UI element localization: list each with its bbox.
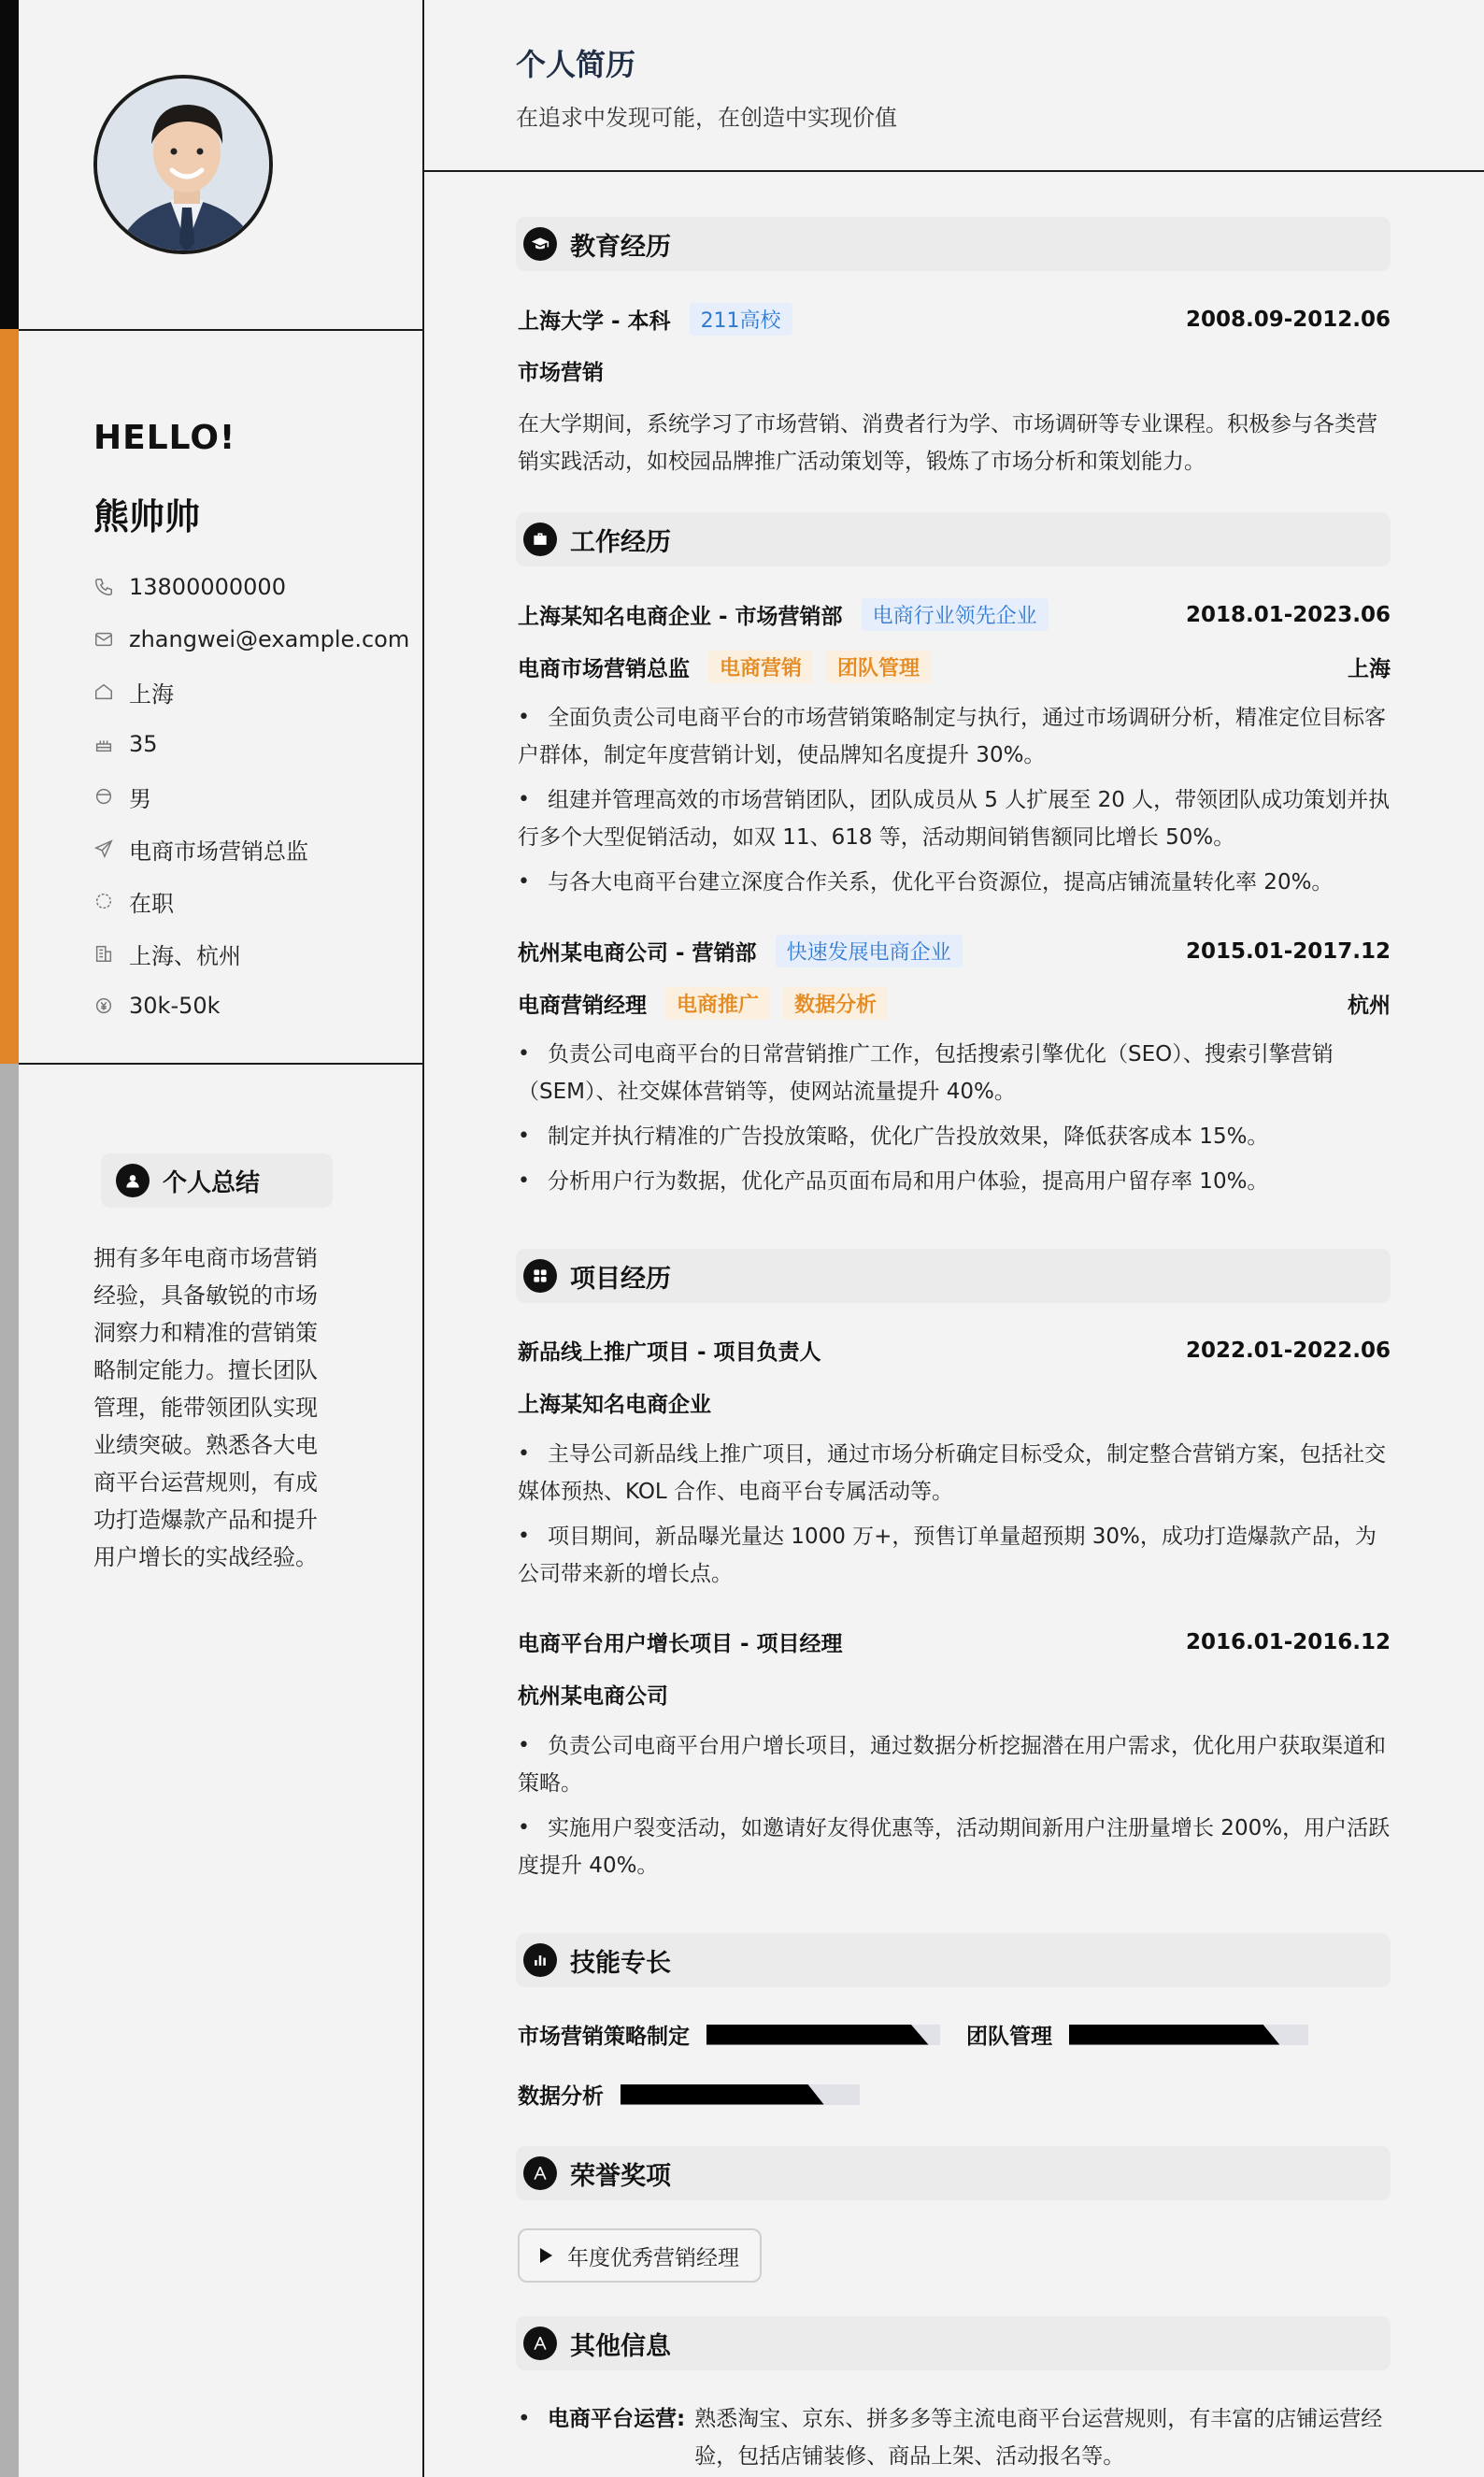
page-header: [516, 41, 897, 132]
skill-item: [518, 2019, 940, 2050]
list-item: • 制定并执行精准的广告投放策略，优化广告投放效果，降低获客成本 15%。: [518, 1118, 1391, 1155]
other-text: 熟悉淘宝、京东、拼多多等主流电商平台运营规则，有丰富的店铺运营经验，包括店铺装修、商品上架、活动报名等。: [694, 2407, 1383, 2469]
skill-item: [518, 2079, 860, 2110]
awards-heading: [516, 2146, 1391, 2200]
skill-name: 数据分析: [518, 2084, 604, 2109]
skill-name: 市场营销策略制定: [518, 2025, 690, 2049]
skill-tag: 电商推广: [665, 987, 770, 1020]
project-name: 电商平台用户增长项目 - 项目经理: [518, 1632, 843, 1656]
skill-bar-fill: [706, 2025, 929, 2045]
list-item: • 负责公司电商平台的日常营销推广工作，包括搜索引擎优化（SEO）、搜索引擎营销（SEM）、社交媒体营销等，使网站流量提升 40%。: [518, 1036, 1391, 1110]
award-name: 年度优秀营销经理: [567, 2245, 739, 2270]
page-title: 个人简历: [516, 47, 636, 82]
award-icon: [523, 2156, 557, 2190]
accent-strip-middle: [0, 329, 19, 1064]
skill-item: [966, 2019, 1308, 2050]
accent-strip-top: [0, 0, 19, 329]
section-title: 荣誉奖项: [570, 2161, 671, 2191]
role-row: [518, 651, 1391, 683]
project-period: 2022.01-2022.06: [1185, 1338, 1391, 1363]
list-item: • 组建并管理高效的市场营销团队，团队成员从 5 人扩展至 20 人，带领团队成功策划并执行多个大型促销活动，如双 11、618 等，活动期间销售额同比增长 50%。: [518, 781, 1391, 856]
info-status: [93, 875, 411, 927]
company-name: 上海某知名电商企业 - 市场营销部: [518, 605, 843, 629]
list-item: • 与各大电商平台建立深度合作关系，优化平台资源位，提高店铺流量转化率 20%。: [518, 864, 1391, 901]
info-text: 在职: [129, 890, 174, 917]
gender-icon: [93, 786, 129, 807]
info-text: 上海: [129, 680, 174, 708]
greeting: HELLO!: [93, 419, 236, 457]
project-org: 上海某知名电商企业: [518, 1393, 711, 1417]
education-description: 在大学期间，系统学习了市场营销、消费者行为学、市场调研等专业课程。积极参与各类营销实践活动，如校园品牌推广活动策划等，锻炼了市场分析和策划能力。: [518, 412, 1377, 474]
skill-name: 团队管理: [966, 2025, 1052, 2049]
list-item: • 负责公司电商平台用户增长项目，通过数据分析挖掘潜在用户需求，优化用户获取渠道和策略。: [518, 1727, 1391, 1802]
company-name: 杭州某电商公司 - 营销部: [518, 941, 757, 966]
education-heading: [516, 217, 1391, 271]
salary-icon: [93, 995, 129, 1016]
job-bullets: [518, 699, 1391, 909]
other-label: 电商平台运营:: [548, 2407, 686, 2431]
other-item: [518, 2400, 1391, 2475]
skill-bar: [706, 2025, 940, 2045]
skill-bar: [1069, 2025, 1308, 2045]
skill-tag: 团队管理: [826, 651, 931, 683]
school-name: 上海大学 - 本科: [518, 309, 671, 334]
personal-info-list: [93, 561, 411, 1032]
project-org-row: [518, 1387, 1391, 1418]
bar-chart-icon: [523, 1943, 557, 1977]
info-text: 上海、杭州: [129, 942, 241, 969]
sidebar-divider: [19, 1063, 424, 1065]
info-icon: [523, 2327, 557, 2360]
skills-heading: [516, 1933, 1391, 1987]
work-heading: [516, 512, 1391, 566]
section-title: 工作经历: [570, 527, 671, 557]
info-phone: [93, 561, 411, 613]
job-role: 电商营销经理: [518, 994, 647, 1018]
cake-icon: [93, 734, 129, 754]
info-age: [93, 718, 411, 770]
send-icon: [93, 838, 129, 859]
job-row: [518, 935, 1391, 967]
job-period: 2015.01-2017.12: [1185, 938, 1391, 964]
info-salary: [93, 980, 411, 1032]
list-item: • 项目期间，新品曝光量达 1000 万+，预售订单量超预期 30%，成功打造爆款产品，为公司带来新的增长点。: [518, 1518, 1391, 1593]
school-tag: 211高校: [690, 303, 792, 336]
info-city: [93, 666, 411, 718]
info-gender: [93, 770, 411, 823]
list-item: • 全面负责公司电商平台的市场营销策略制定与执行，通过市场调研分析，精准定位目标客户群体，制定年度营销计划，使品牌知名度提升 30%。: [518, 699, 1391, 774]
projects-heading: [516, 1249, 1391, 1303]
info-text: zhangwei@example.com: [129, 626, 410, 652]
project-row: [518, 1335, 1391, 1366]
briefcase-icon: [523, 523, 557, 556]
project-org-row: [518, 1679, 1391, 1710]
header-divider: [424, 170, 1484, 172]
user-icon: [116, 1164, 150, 1197]
building-icon: [93, 943, 129, 964]
skill-bar: [621, 2084, 860, 2105]
skill-tag: 电商营销: [708, 651, 813, 683]
job-row: [518, 598, 1391, 631]
info-position: [93, 823, 411, 875]
list-item: • 主导公司新品线上推广项目，通过市场分析确定目标受众，制定整合营销方案，包括社交媒体预热、KOL 合作、电商平台专属活动等。: [518, 1436, 1391, 1511]
summary-heading: [101, 1153, 333, 1208]
section-title: 技能专长: [570, 1948, 671, 1978]
info-email: [93, 613, 411, 666]
job-bullets: [518, 1036, 1391, 1208]
job-role: 电商市场营销总监: [518, 657, 690, 681]
info-text: 电商市场营销总监: [129, 838, 308, 865]
skill-bar-fill: [621, 2084, 824, 2105]
project-org: 杭州某电商公司: [518, 1684, 668, 1709]
home-icon: [93, 681, 129, 702]
other-heading: [516, 2316, 1391, 2370]
graduation-cap-icon: [523, 227, 557, 261]
role-row: [518, 987, 1391, 1020]
info-text: 男: [129, 785, 151, 812]
project-row: [518, 1626, 1391, 1657]
sidebar-divider: [19, 329, 424, 331]
grid-icon: [523, 1259, 557, 1293]
sidebar: [19, 0, 424, 2477]
info-text: 35: [129, 731, 158, 757]
project-bullets: [518, 1727, 1391, 1892]
skill-tag: 数据分析: [783, 987, 888, 1020]
job-period: 2018.01-2023.06: [1185, 602, 1391, 627]
award-item: [518, 2228, 762, 2283]
project-name: 新品线上推广项目 - 项目负责人: [518, 1340, 821, 1365]
job-location: 杭州: [1348, 994, 1391, 1018]
summary-title: 个人总结: [163, 1168, 261, 1197]
section-title: 教育经历: [570, 232, 671, 262]
phone-icon: [93, 577, 129, 597]
info-text: 30k-50k: [129, 993, 221, 1019]
status-icon: [93, 891, 129, 911]
section-title: 其他信息: [570, 2331, 671, 2361]
mail-icon: [93, 629, 129, 650]
education-row: [518, 303, 1391, 336]
avatar: [93, 75, 273, 254]
project-bullets: [518, 1436, 1391, 1600]
section-title: 项目经历: [570, 1264, 671, 1294]
list-item: • 实施用户裂变活动，如邀请好友得优惠等，活动期间新用户注册量增长 200%，用户活跃度提升 40%。: [518, 1810, 1391, 1884]
info-text: 13800000000: [129, 574, 286, 600]
major: 市场营销: [518, 361, 604, 385]
play-icon: [540, 2248, 552, 2263]
company-tag: 快速发展电商企业: [776, 935, 963, 967]
job-location: 上海: [1348, 657, 1391, 681]
major-row: [518, 355, 1391, 386]
company-tag: 电商行业领先企业: [862, 598, 1049, 631]
list-item: • 分析用户行为数据，优化产品页面布局和用户体验，提高用户留存率 10%。: [518, 1163, 1391, 1200]
candidate-name: 熊帅帅: [93, 496, 201, 537]
accent-strip-bottom: [0, 1064, 19, 2477]
page-subtitle: 在追求中发现可能，在创造中实现价值: [516, 105, 897, 131]
skill-bar-fill: [1069, 2025, 1279, 2045]
info-location: [93, 927, 411, 980]
summary-text: 拥有多年电商市场营销经验，具备敏锐的市场洞察力和精准的营销策略制定能力。擅长团队管理，能带领团队实现业绩突破。熟悉各大电商平台运营规则，有成功打造爆款产品和提升用户增长的实战经验。: [93, 1245, 318, 1570]
project-period: 2016.01-2016.12: [1185, 1629, 1391, 1654]
education-period: 2008.09-2012.06: [1185, 307, 1391, 332]
bullet: •: [518, 2407, 531, 2431]
